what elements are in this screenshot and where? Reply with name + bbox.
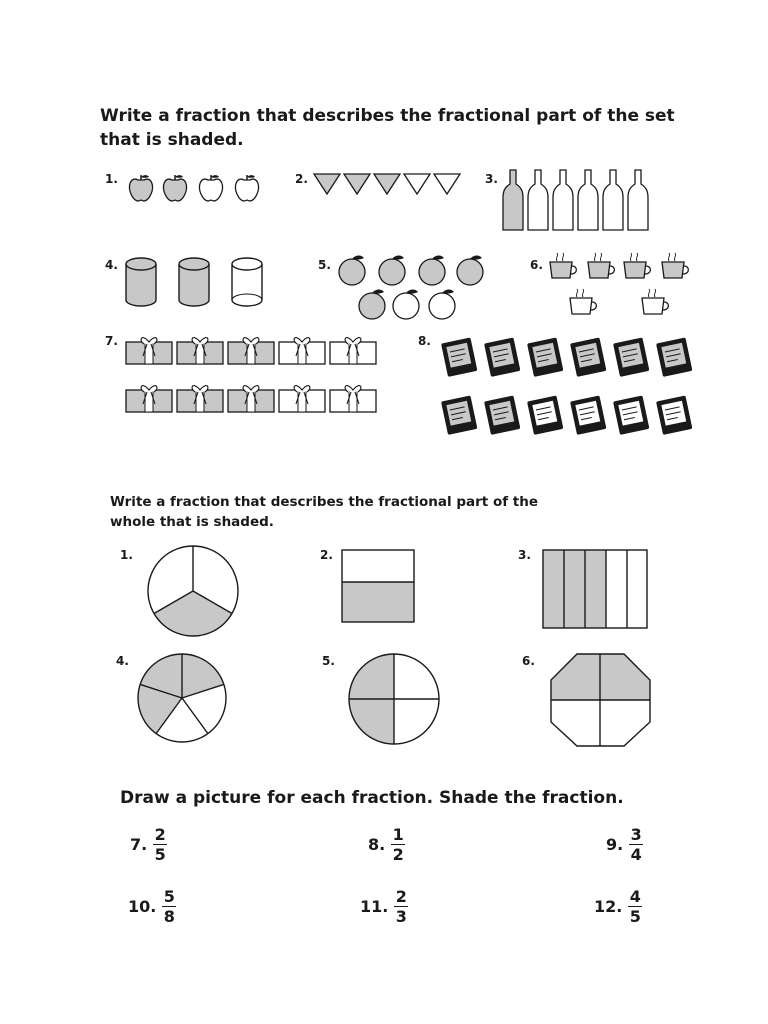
- packet-icon: [656, 337, 692, 376]
- fraction-item-12: [594, 888, 642, 925]
- whole-problem-3-label: 3.: [518, 548, 531, 562]
- fraction-item-11: [360, 888, 408, 925]
- fraction-label: 11.: [360, 897, 389, 916]
- orange-icon: [393, 290, 419, 320]
- shaded-strips: [543, 550, 606, 628]
- fraction-item-9: [606, 826, 643, 863]
- bottle-icon: [503, 170, 523, 230]
- bottle-set: [500, 168, 650, 234]
- apple-icon: [163, 175, 186, 201]
- packet-icon: [441, 395, 477, 434]
- section2-heading-line1: Write a fraction that describes the fractional part of the: [110, 494, 539, 510]
- denominator: 3: [395, 907, 407, 926]
- apple-icon: [199, 175, 222, 201]
- gift-box-icon: [279, 386, 325, 412]
- denominator: 4: [630, 845, 642, 864]
- section2-heading-line2: whole that is shaded.: [110, 514, 274, 530]
- set-problem-4-label: 4.: [105, 258, 118, 272]
- cup-icon: [588, 253, 614, 278]
- cup-icon: [642, 289, 668, 314]
- packet-icon: [570, 395, 606, 434]
- gift-box-icon: [126, 386, 172, 412]
- set-problem-1-label: 1.: [105, 172, 118, 186]
- fraction-label: 7.: [130, 835, 148, 854]
- denominator: 5: [629, 907, 641, 926]
- gift-box-icon: [126, 338, 172, 364]
- gift-box-icon: [330, 338, 376, 364]
- section2-heading: [110, 492, 538, 532]
- orange-icon: [429, 290, 455, 320]
- fraction-label: 9.: [606, 835, 624, 854]
- apple-set: [122, 170, 272, 206]
- cup-icon: [662, 253, 688, 278]
- packet-icon: [484, 337, 520, 376]
- whole-problem-4-label: 4.: [116, 654, 129, 668]
- numerator: 2: [154, 825, 166, 844]
- cup-icon: [624, 253, 650, 278]
- packet-set: [436, 330, 696, 442]
- section3-heading: Draw a picture for each fraction. Shade the fraction.: [120, 788, 624, 808]
- orange-icon: [339, 256, 365, 286]
- circle-quarters: [344, 654, 444, 746]
- apple-icon: [235, 175, 258, 201]
- cylinder-set: [122, 254, 282, 310]
- shaded-half: [342, 582, 414, 622]
- numerator: 4: [629, 887, 641, 906]
- packet-icon: [656, 395, 692, 434]
- orange-set: [334, 252, 494, 324]
- denominator: 5: [154, 845, 166, 864]
- triangle-icon: [434, 174, 460, 194]
- cylinder-icon: [126, 258, 156, 306]
- fraction: [629, 826, 643, 863]
- gift-box-set: [124, 330, 384, 420]
- pentagon-circle-fifths: [136, 652, 232, 748]
- bottle-icon: [628, 170, 648, 230]
- fraction: [394, 888, 408, 925]
- rectangle-halves: [340, 548, 416, 626]
- triangle-icon: [404, 174, 430, 194]
- gift-box-icon: [279, 338, 325, 364]
- cup-icon: [550, 253, 576, 278]
- fraction-item-8: [368, 826, 405, 863]
- gift-box-icon: [177, 386, 223, 412]
- bottle-icon: [603, 170, 623, 230]
- cylinder-icon: [179, 258, 209, 306]
- triangle-icon: [314, 174, 340, 194]
- packet-icon: [570, 337, 606, 376]
- cup-icon: [570, 289, 596, 314]
- rectangle-fifths: [541, 548, 649, 632]
- fraction-label: 12.: [594, 897, 623, 916]
- bottle-icon: [553, 170, 573, 230]
- fraction: [153, 826, 167, 863]
- whole-problem-5-label: 5.: [322, 654, 335, 668]
- set-problem-8-label: 8.: [418, 334, 431, 348]
- section1-heading-line1: Write a fraction that describes the fractional part of the set: [100, 106, 675, 126]
- set-problem-6-label: 6.: [530, 258, 543, 272]
- packet-icon: [613, 337, 649, 376]
- fraction: [628, 888, 642, 925]
- fraction-label: 8.: [368, 835, 386, 854]
- apple-icon: [129, 175, 152, 201]
- whole-problem-6-label: 6.: [522, 654, 535, 668]
- whole-problem-1-label: 1.: [120, 548, 133, 562]
- cup-set: [548, 252, 698, 324]
- fraction: [162, 888, 176, 925]
- numerator: 5: [163, 887, 175, 906]
- gift-box-icon: [177, 338, 223, 364]
- numerator: 3: [630, 825, 642, 844]
- gift-box-icon: [228, 338, 274, 364]
- gift-box-icon: [330, 386, 376, 412]
- octagon-quarters: [548, 652, 654, 750]
- bottle-icon: [578, 170, 598, 230]
- set-problem-2-label: 2.: [295, 172, 308, 186]
- cylinder-icon: [232, 258, 262, 306]
- denominator: 8: [163, 907, 175, 926]
- numerator: 2: [395, 887, 407, 906]
- packet-icon: [613, 395, 649, 434]
- triangle-icon: [344, 174, 370, 194]
- gift-box-icon: [228, 386, 274, 412]
- shaded-sector: [154, 591, 232, 636]
- orange-icon: [379, 256, 405, 286]
- numerator: 1: [392, 825, 404, 844]
- orange-icon: [419, 256, 445, 286]
- section1-heading: [100, 104, 675, 152]
- set-problem-7-label: 7.: [105, 334, 118, 348]
- triangle-set: [312, 172, 472, 198]
- set-problem-3-label: 3.: [485, 172, 498, 186]
- packet-icon: [527, 395, 563, 434]
- orange-icon: [359, 290, 385, 320]
- packet-icon: [527, 337, 563, 376]
- whole-problem-2-label: 2.: [320, 548, 333, 562]
- section1-heading-line2: that is shaded.: [100, 130, 244, 150]
- orange-icon: [457, 256, 483, 286]
- fraction: [391, 826, 405, 863]
- packet-icon: [441, 337, 477, 376]
- triangle-icon: [374, 174, 400, 194]
- packet-icon: [484, 395, 520, 434]
- bottle-icon: [528, 170, 548, 230]
- fraction-item-7: [130, 826, 167, 863]
- denominator: 2: [392, 845, 404, 864]
- fraction-label: 10.: [128, 897, 157, 916]
- fraction-item-10: [128, 888, 176, 925]
- circle-thirds: [146, 546, 242, 636]
- set-problem-5-label: 5.: [318, 258, 331, 272]
